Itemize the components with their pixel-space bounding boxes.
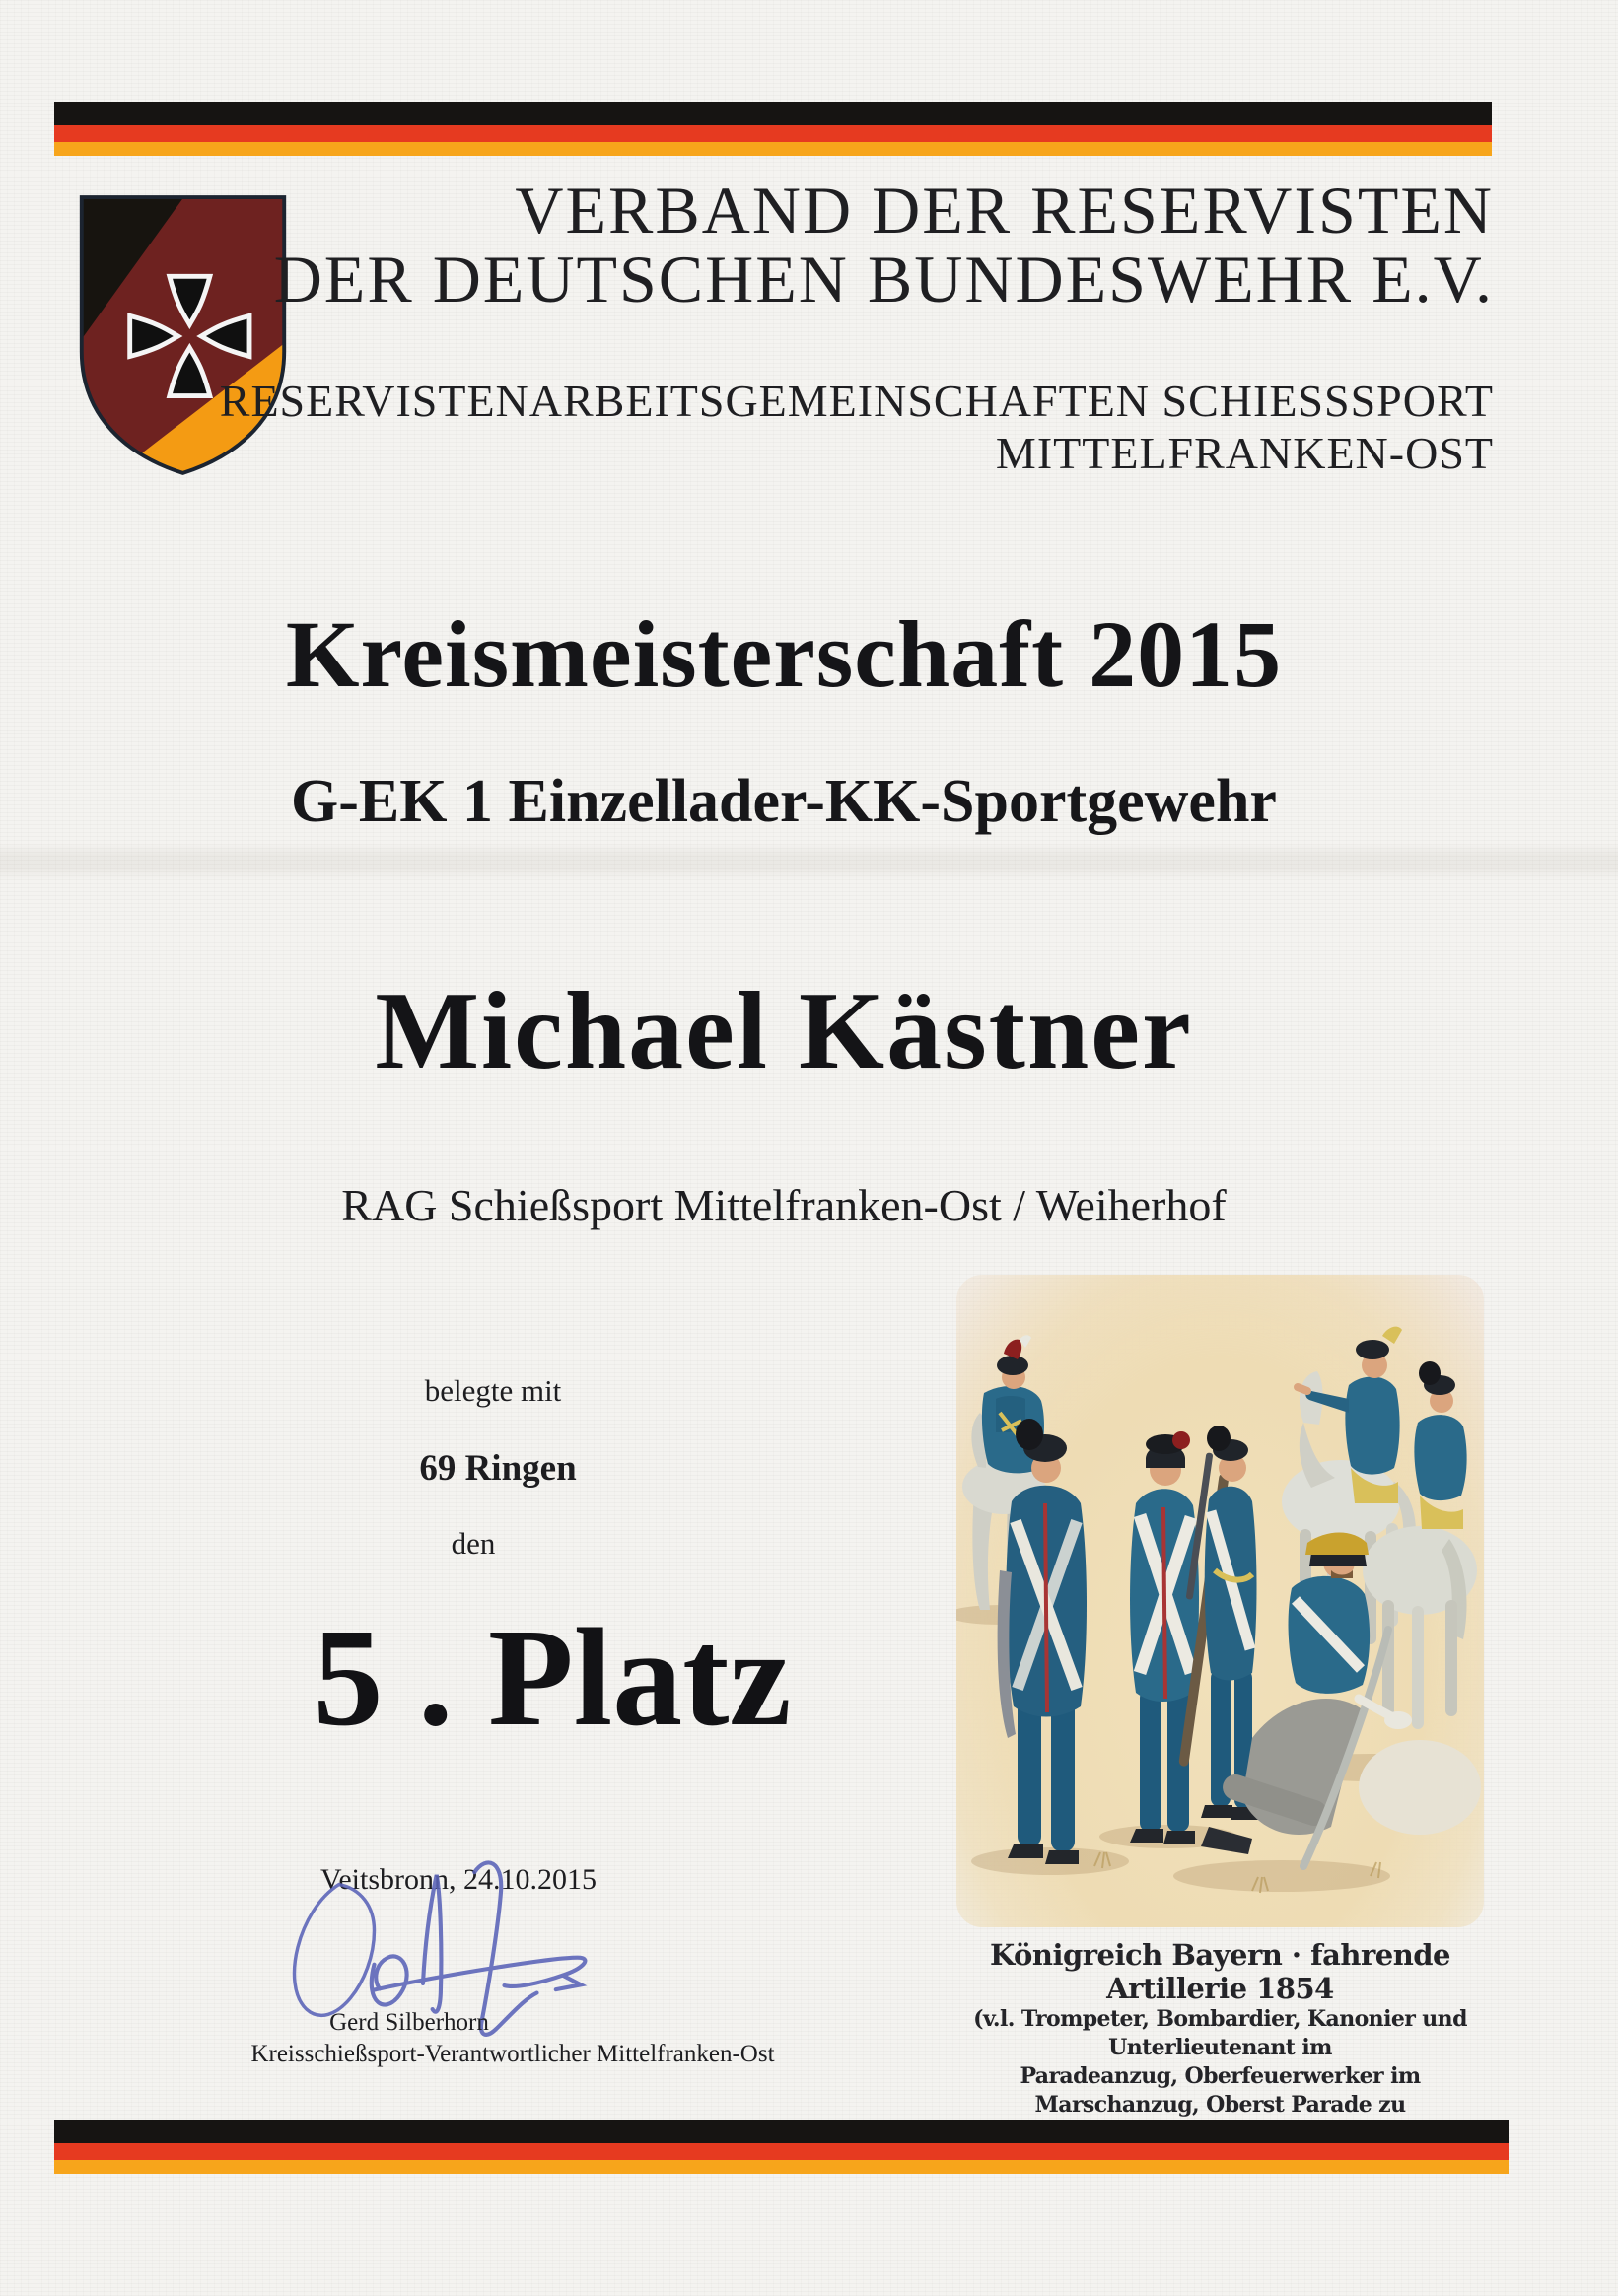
association-name-line2: DER DEUTSCHEN BUNDESWEHR E.V.: [273, 242, 1494, 316]
result-score: 69 Ringen: [419, 1448, 577, 1489]
association-subline1: RESERVISTENARBEITSGEMEINSCHAFTEN SCHIESSSPORT: [219, 376, 1494, 426]
recipient-unit: RAG Schießsport Mittelfranken-Ost / Weiherhof: [341, 1180, 1227, 1230]
result-placement: 5 . Platz: [313, 1599, 792, 1755]
soldiers-scene-icon: [956, 1275, 1484, 1927]
artillery-illustration: [956, 1275, 1484, 1927]
caption-title: Königreich Bayern · fahrende Artillerie 1854: [989, 1938, 1451, 2005]
association-name-line1: VERBAND DER RESERVISTEN: [515, 173, 1494, 247]
result-article: den: [451, 1526, 496, 1561]
association-header: [220, 175, 1494, 479]
signer-name: Gerd Silberhorn: [329, 2009, 489, 2036]
recipient-name: Michael Kästner: [375, 970, 1193, 1092]
caption-line-2: Paradeanzug, Oberfeuerwerker im Marschanzug, Oberst Parade zu: [1020, 2063, 1421, 2118]
caption-line-1: (v.l. Trompeter, Bombardier, Kanonier und Unterlieutenant im: [973, 2006, 1467, 2060]
scan-artifact-band: [0, 843, 1618, 880]
certificate-title: Kreismeisterschaft 2015: [285, 601, 1283, 707]
flag-stripe-bottom: [54, 2120, 1509, 2174]
association-subline2: MITTELFRANKEN-OST: [995, 428, 1494, 478]
result-prefix: belegte mit: [424, 1373, 562, 1408]
discipline-line: G-EK 1 Einzellader-KK-Sportgewehr: [291, 768, 1277, 835]
signer-role: Kreisschießsport-Verantwortlicher Mittelfranken-Ost: [250, 2041, 775, 2067]
place-and-date: Veitsbronn, 24.10.2015: [320, 1863, 597, 1896]
flag-stripe-top: [54, 102, 1492, 156]
header-spacer: [220, 313, 1494, 375]
